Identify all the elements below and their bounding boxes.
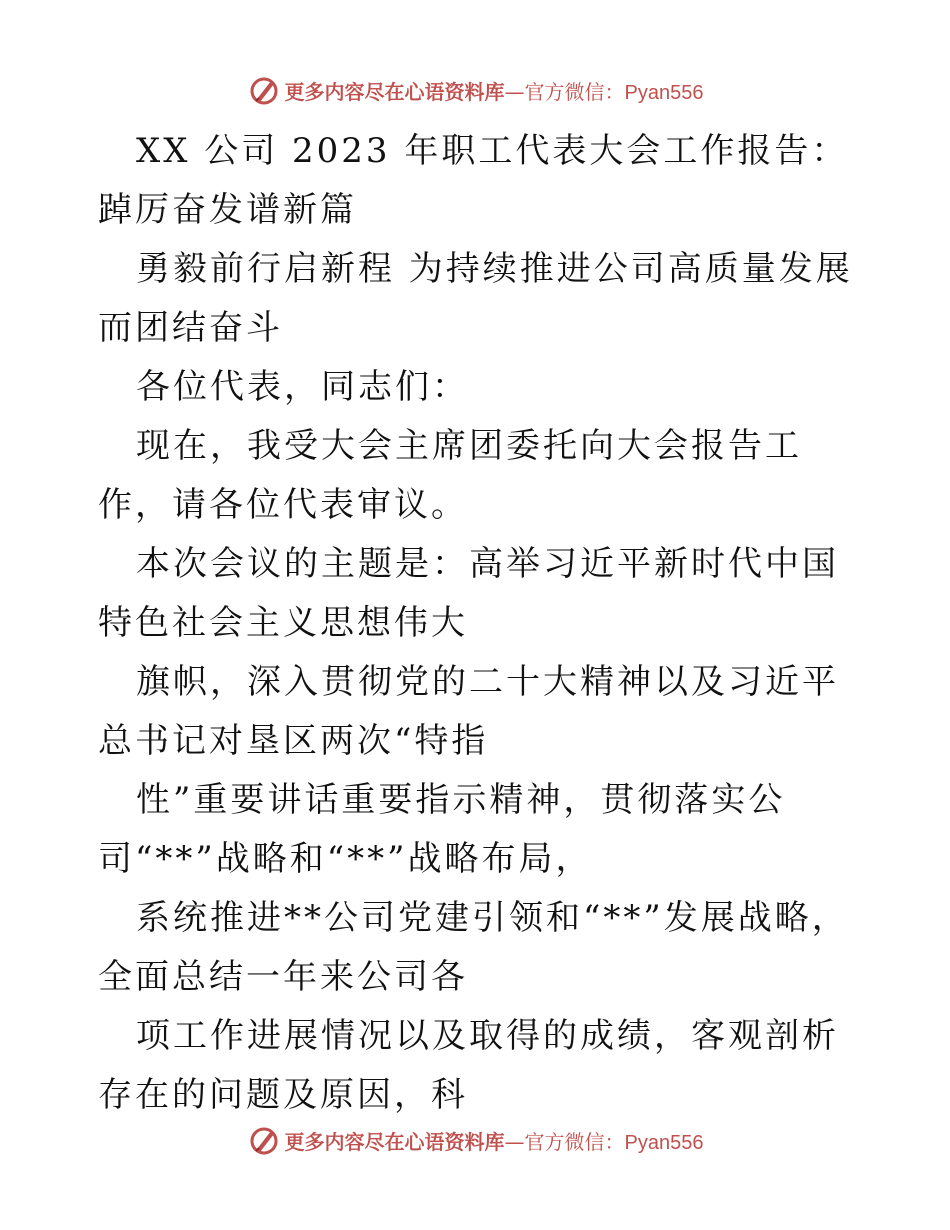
banner-text bbox=[285, 1126, 704, 1155]
document-subtitle: 勇毅前行启新程 为持续推进公司高质量发展而团结奋斗 bbox=[98, 249, 853, 348]
pen-circle-logo-icon bbox=[247, 73, 281, 107]
banner-separator: — bbox=[504, 79, 525, 104]
banner-brand: 更多内容尽在心语资料库 bbox=[284, 1129, 505, 1154]
banner-official-label: 官方微信： bbox=[524, 79, 625, 104]
banner-handle: Pyan556 bbox=[624, 1131, 704, 1154]
paragraph: 性”重要讲话重要指示精神，贯彻落实公司“**”战略和“**”战略布局， bbox=[98, 780, 786, 879]
paragraph: 现在，我受大会主席团委托向大会报告工作，请各位代表审议。 bbox=[98, 426, 802, 525]
document-title: XX 公司 2023 年职工代表大会工作报告：踔厉奋发谱新篇 bbox=[98, 131, 849, 230]
salutation: 各位代表，同志们： bbox=[136, 367, 469, 407]
banner-official-label: 官方微信： bbox=[524, 1129, 625, 1154]
banner-brand: 更多内容尽在心语资料库 bbox=[284, 79, 505, 104]
paragraph: 系统推进**公司党建引领和“**”发展战略，全面总结一年来公司各 bbox=[98, 898, 849, 997]
footer-banner bbox=[0, 1120, 950, 1160]
paragraph: 旗帜，深入贯彻党的二十大精神以及习近平总书记对垦区两次“特指 bbox=[98, 662, 839, 761]
header-banner bbox=[0, 70, 950, 110]
pen-circle-logo-icon bbox=[247, 1123, 281, 1157]
paragraph: 本次会议的主题是：高举习近平新时代中国特色社会主义思想伟大 bbox=[98, 544, 839, 643]
paragraph: 项工作进展情况以及取得的成绩，客观剖析存在的问题及原因，科 bbox=[98, 1016, 839, 1115]
document-body bbox=[98, 122, 858, 1125]
banner-handle: Pyan556 bbox=[624, 81, 704, 104]
banner-text bbox=[285, 76, 704, 105]
banner-separator: — bbox=[504, 1129, 525, 1154]
